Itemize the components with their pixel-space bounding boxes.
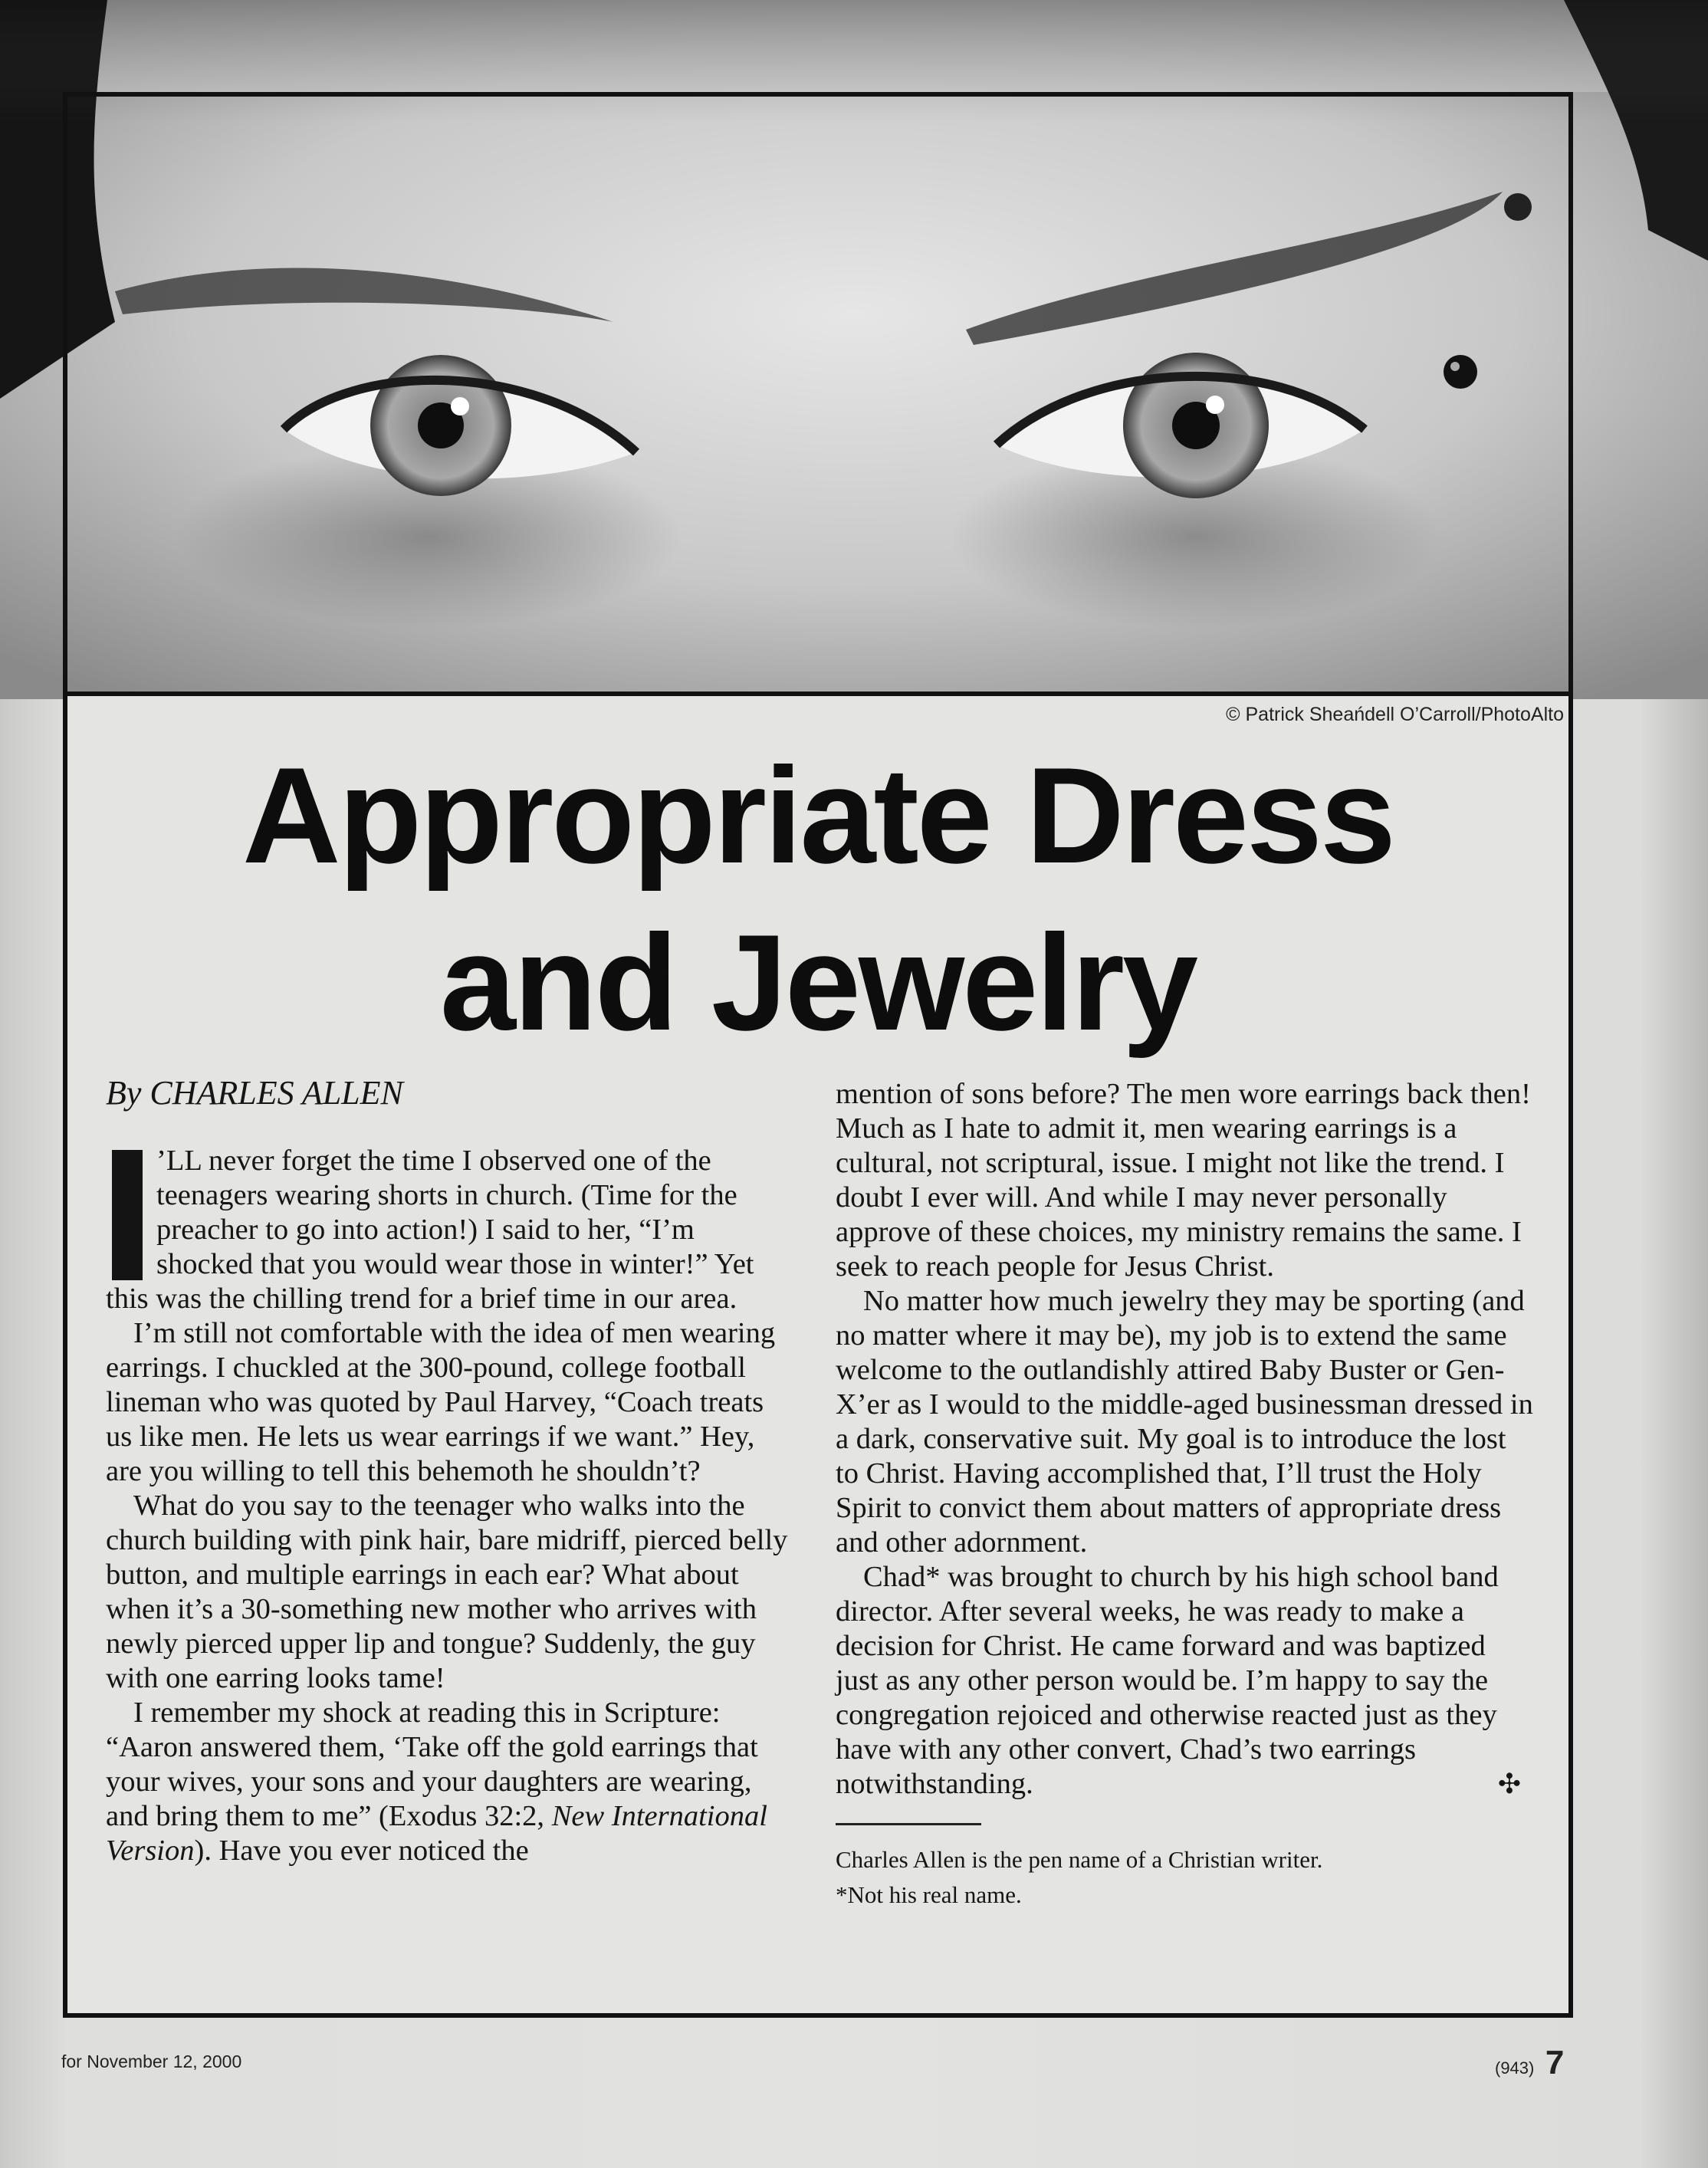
issue-date: for November 12, 2000 <box>61 2051 242 2071</box>
name-footnote: *Not his real name. <box>836 1881 1022 1908</box>
paragraph-1-text: ’LL never forget the time I observed one of the teenagers wearing shorts in church. (Time for the preacher to go into action!) I said to her, “I’m shocked that you would wear those in winter!” Yet this was the chilling trend for a brief time in our area. <box>106 1145 754 1315</box>
article-title <box>67 732 1568 1066</box>
paragraph-1 <box>106 1144 788 1316</box>
paragraph-6: No matter how much jewelry they may be sporting (and no matter where it may be), my job is to extend the same welcome to the outlandishly attired Baby Buster or Gen-X’er as I would to the middle-aged businessman dressed in a dark, conservative suit. My goal is to introduce the lost to Christ. Having accomplished that, I’ll trust the Holy Spirit to convict them about matters of appropriate dress and other adornment. <box>836 1285 1533 1559</box>
footnote-rule <box>836 1823 981 1825</box>
dropcap-block <box>112 1150 143 1280</box>
paragraph-4-text-a: I remember my shock at reading this in Scripture: “Aaron answered them, ‘Take off the gold earrings that your wives, your sons and your daughters are wearing, and bring them to me” (Exodus 32:2, <box>106 1697 758 1832</box>
paragraph-3: What do you say to the teenager who walks into the church building with pink hair, bare midriff, pierced belly button, and multiple earrings in each ear? What about when it’s a 30-something new mother who arrives with newly pierced upper lip and tongue? Suddenly, the guy with one earring looks tame! <box>106 1490 788 1694</box>
byline: By CHARLES ALLEN <box>106 1074 403 1112</box>
paragraph-7 <box>836 1560 1535 1802</box>
end-mark-icon: ✣ <box>1497 1769 1521 1800</box>
column-right <box>836 1077 1535 1913</box>
photo-credit: © Patrick Sheańdell O’Carroll/PhotoAlto <box>1226 704 1564 725</box>
page-number-block <box>1495 2044 1564 2082</box>
paragraph-2: I’m still not comfortable with the idea of men wearing earrings. I chuckled at the 300-pound, college football lineman who was quoted by Paul Harvey, “Coach treats us like men. He lets us wear earrings if we want.” Hey, are you willing to tell this behemoth he shouldn’t? <box>106 1317 776 1487</box>
paragraph-4 <box>106 1696 788 1868</box>
title-line-1: Appropriate Dress <box>242 739 1394 892</box>
paragraph-4-emphasis: New International Version <box>106 1800 767 1867</box>
author-note: Charles Allen is the pen name of a Christian writer. <box>836 1846 1323 1873</box>
column-left <box>106 1073 788 1868</box>
paragraph-4-text-b: ). Have you ever noticed the <box>194 1835 529 1867</box>
paragraph-5: mention of sons before? The men wore earrings back then! Much as I hate to admit it, men wearing earrings is a cultural, not scriptural, issue. I might not like the trend. I doubt I ever will. And while I may never personally approve of these choices, my ministry remains the same. I seek to reach people for Jesus Christ. <box>836 1078 1531 1283</box>
header-photo <box>0 0 1708 699</box>
page-code: (943) <box>1495 2058 1535 2078</box>
frame-divider <box>63 691 1573 696</box>
page-number: 7 <box>1545 2044 1565 2081</box>
face-eyes-photo-icon <box>0 0 1708 699</box>
paragraph-7-text: Chad* was brought to church by his high school band director. After several weeks, he was ready to make a decision for Christ. He came forward and was baptized just as any other person would be. I’m happy to say the congregation rejoiced and otherwise reacted just as they have with any other convert, Chad’s two earrings notwithstanding. <box>836 1561 1499 1800</box>
title-line-2: and Jewelry <box>439 906 1197 1059</box>
